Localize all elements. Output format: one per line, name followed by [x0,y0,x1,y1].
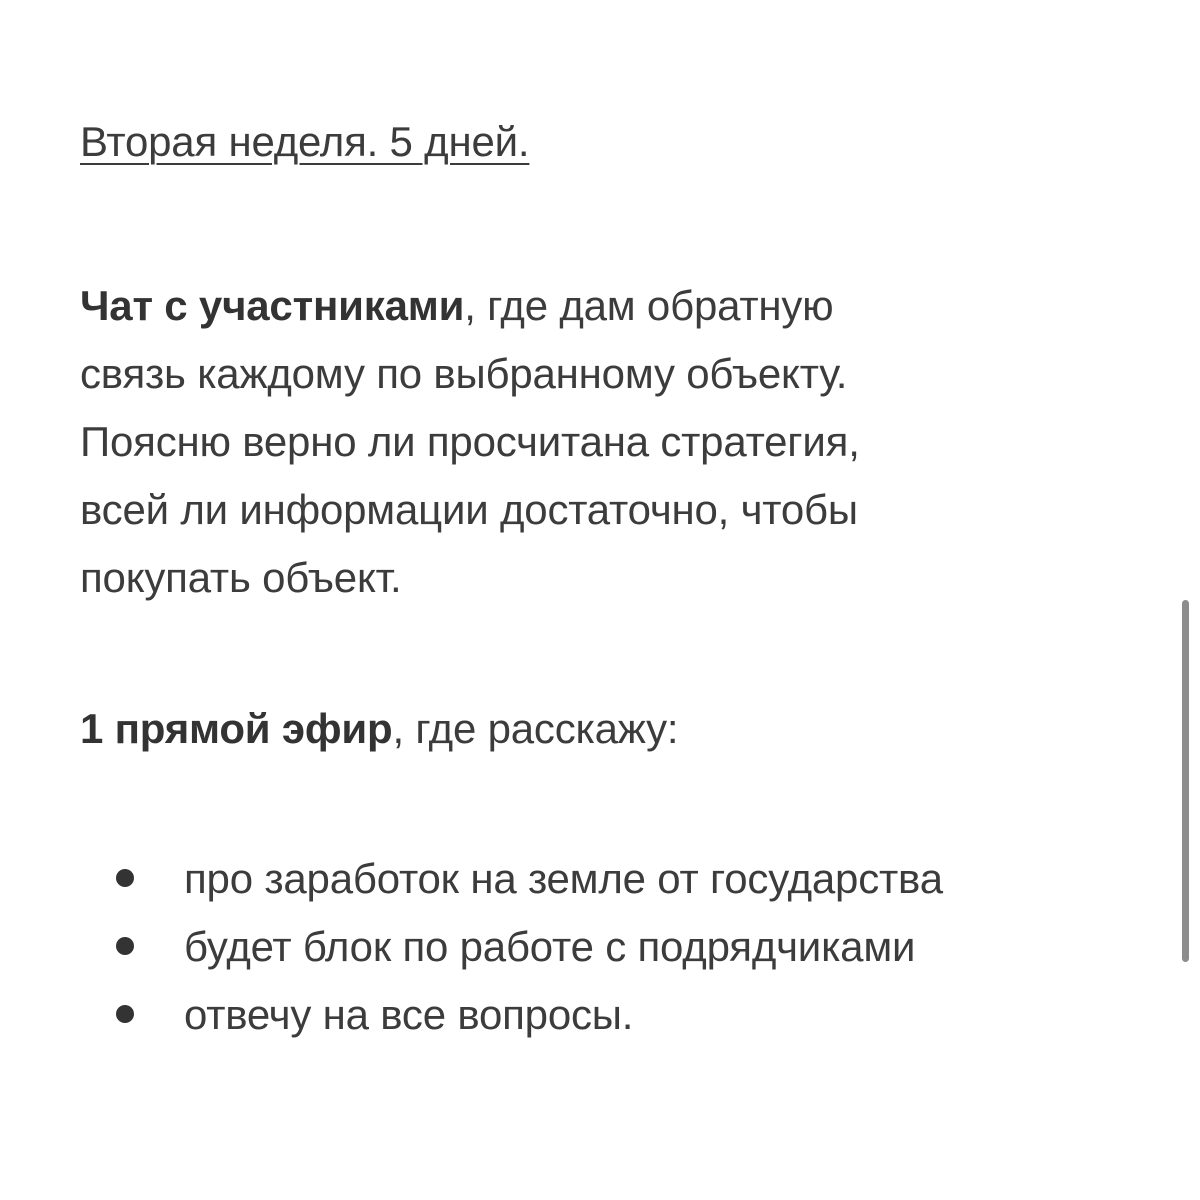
bullet-dot-icon [116,869,134,887]
document-body [80,108,1140,1049]
section-heading: Вторая неделя. 5 дней. [80,118,530,165]
list-item-text: отвечу на все вопросы. [184,991,634,1038]
live-paragraph [80,695,1140,763]
chat-paragraph-line-1 [80,272,1140,340]
chat-bold-lead: Чат с участниками [80,282,465,329]
chat-line-text: всей ли информации достаточно, чтобы [80,486,858,533]
live-bold-lead: 1 прямой эфир [80,705,393,752]
bullet-list [80,845,1140,1049]
chat-line-text: Поясню верно ли просчитана стратегия, [80,418,860,465]
list-item-text: про заработок на земле от государства [184,855,943,902]
list-item [80,981,1140,1049]
live-rest-text: , где расскажу: [392,705,679,752]
chat-line-text: покупать объект. [80,554,402,601]
chat-paragraph [80,272,1140,612]
bullet-dot-icon [116,937,134,955]
chat-line-text: , где дам обратную [464,282,834,329]
vertical-scrollbar[interactable] [1182,600,1189,962]
list-item [80,845,1140,913]
live-paragraph-line [80,695,1140,763]
list-item-text: будет блок по работе с подрядчиками [184,923,916,970]
bullet-dot-icon [116,1005,134,1023]
chat-line-text: связь каждому по выбранному объекту. [80,350,848,397]
list-item [80,913,1140,981]
